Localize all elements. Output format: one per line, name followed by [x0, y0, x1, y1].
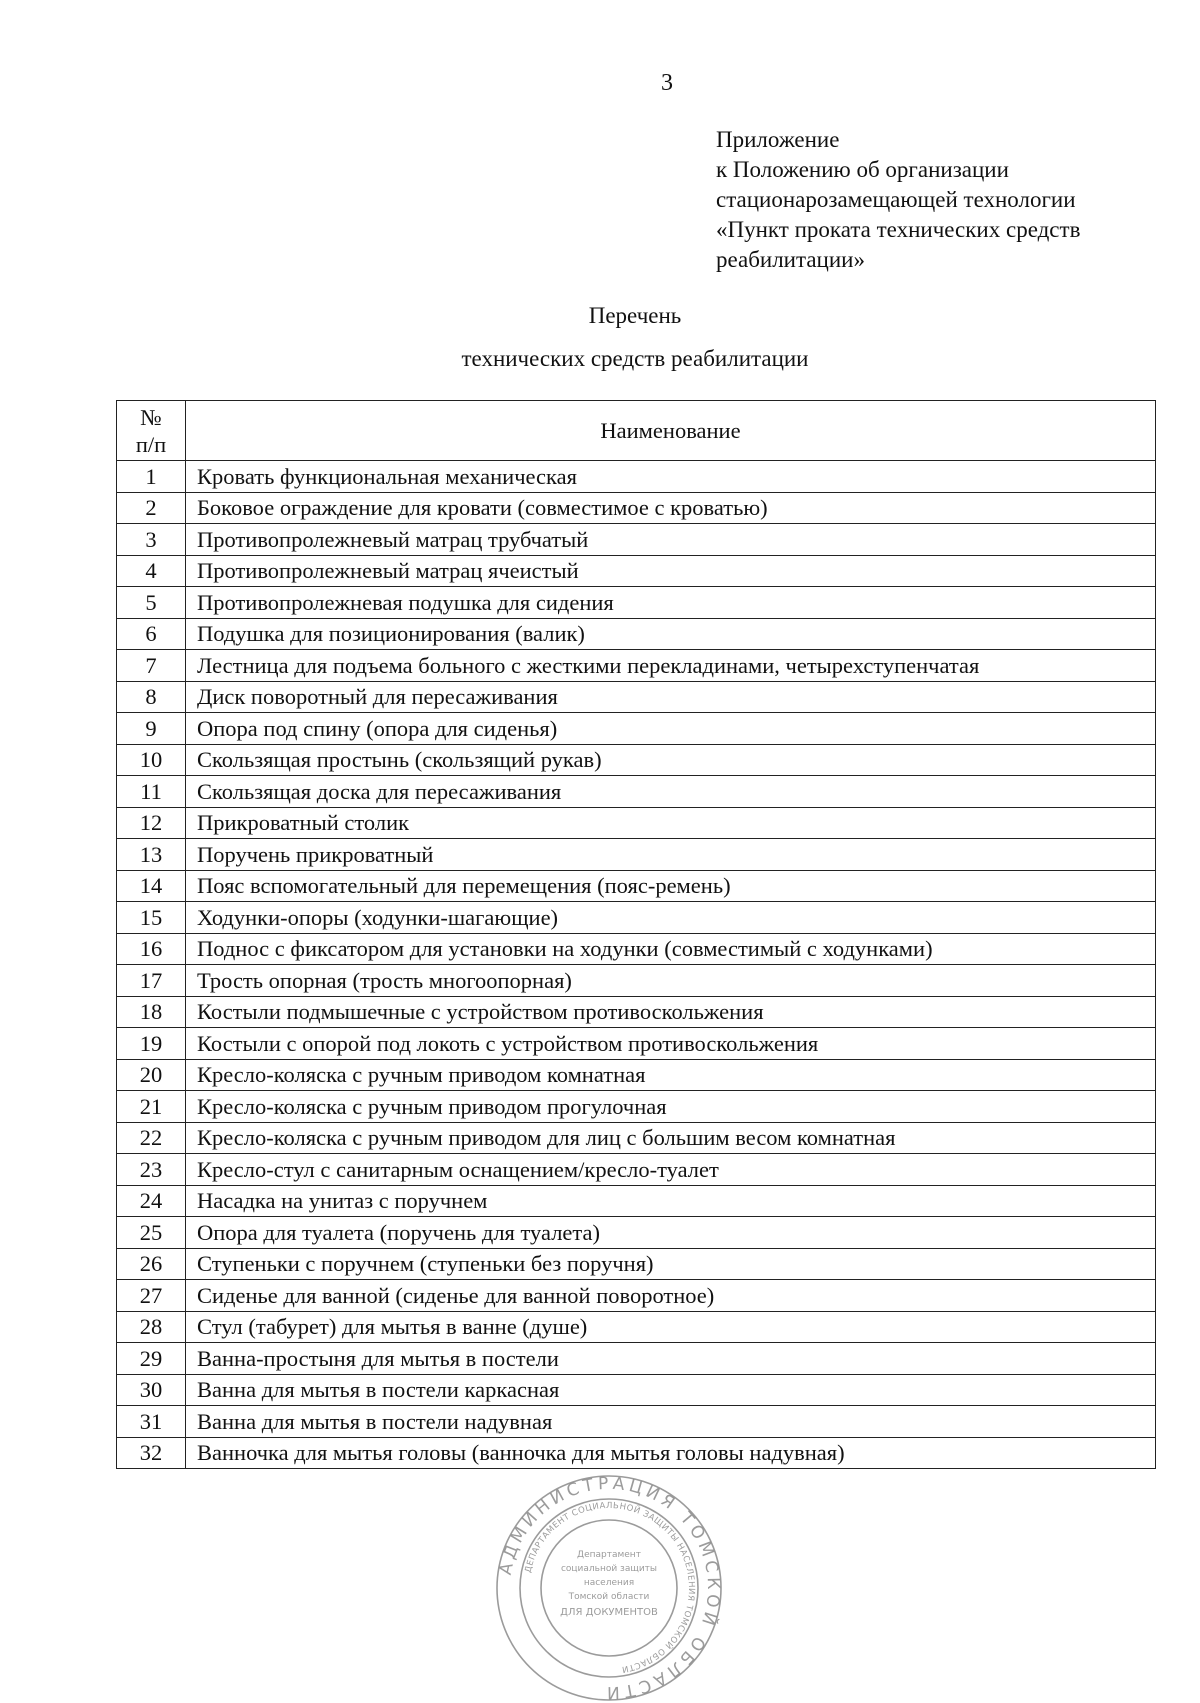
row-name: Скользящая доска для пересаживания: [186, 776, 1156, 808]
row-name: Поручень прикроватный: [186, 839, 1156, 871]
row-number: 20: [117, 1059, 186, 1091]
row-number: 9: [117, 713, 186, 745]
header-name: Наименование: [186, 401, 1156, 461]
row-name: Кресло-стул с санитарным оснащением/кресло-туалет: [186, 1154, 1156, 1186]
stamp-outer-text: АДМИНИСТРАЦИЯ ТОМСКОЙ ОБЛАСТИ: [495, 1473, 724, 1703]
row-number: 17: [117, 965, 186, 997]
row-number: 18: [117, 996, 186, 1028]
row-name: Опора для туалета (поручень для туалета): [186, 1217, 1156, 1249]
row-number: 27: [117, 1280, 186, 1312]
table-row: [117, 902, 1156, 934]
row-name: Костыли с опорой под локоть с устройством противоскольжения: [186, 1028, 1156, 1060]
table-row: [117, 524, 1156, 556]
row-number: 5: [117, 587, 186, 619]
row-number: 13: [117, 839, 186, 871]
table-row: [117, 1091, 1156, 1123]
table-row: [117, 965, 1156, 997]
row-number: 6: [117, 618, 186, 650]
stamp-center-line: Департамент: [577, 1550, 641, 1560]
row-number: 12: [117, 807, 186, 839]
table-row: [117, 807, 1156, 839]
row-number: 26: [117, 1248, 186, 1280]
table-row: [117, 1343, 1156, 1375]
table-row: [117, 1059, 1156, 1091]
row-name: Боковое ограждение для кровати (совместимое с кроватью): [186, 492, 1156, 524]
row-number: 29: [117, 1343, 186, 1375]
table-row: [117, 1248, 1156, 1280]
row-number: 31: [117, 1406, 186, 1438]
appendix-line: к Положению об организации: [716, 157, 1009, 182]
row-number: 3: [117, 524, 186, 556]
row-number: 8: [117, 681, 186, 713]
row-number: 7: [117, 650, 186, 682]
official-seal-stamp: [494, 1473, 724, 1703]
row-number: 30: [117, 1374, 186, 1406]
header-number-symbol: №: [140, 404, 162, 430]
table-row: [117, 1406, 1156, 1438]
row-number: 4: [117, 555, 186, 587]
header-number: [117, 401, 186, 461]
table-row: [117, 1374, 1156, 1406]
table-row: [117, 618, 1156, 650]
row-name: Костыли подмышечные с устройством противоскольжения: [186, 996, 1156, 1028]
table-row: [117, 555, 1156, 587]
row-name: Кресло-коляска с ручным приводом для лиц с большим весом комнатная: [186, 1122, 1156, 1154]
row-name: Ванна для мытья в постели каркасная: [186, 1374, 1156, 1406]
row-name: Подушка для позиционирования (валик): [186, 618, 1156, 650]
row-name: Опора под спину (опора для сиденья): [186, 713, 1156, 745]
items-table: [116, 400, 1156, 1469]
row-name: Насадка на унитаз с поручнем: [186, 1185, 1156, 1217]
row-name: Сиденье для ванной (сиденье для ванной поворотное): [186, 1280, 1156, 1312]
page-number: 3: [661, 70, 673, 96]
table-row: [117, 1437, 1156, 1469]
table-row: [117, 1154, 1156, 1186]
row-name: Противопролежневый матрац трубчатый: [186, 524, 1156, 556]
appendix-header: [716, 125, 1186, 275]
appendix-line: «Пункт проката технических средств: [716, 217, 1081, 242]
row-name: Кресло-коляска с ручным приводом прогулочная: [186, 1091, 1156, 1123]
table-row: [117, 870, 1156, 902]
row-number: 19: [117, 1028, 186, 1060]
row-number: 28: [117, 1311, 186, 1343]
row-name: Ступеньки с поручнем (ступеньки без поручня): [186, 1248, 1156, 1280]
header-number-abbr: п/п: [135, 431, 167, 457]
row-number: 11: [117, 776, 186, 808]
document-title: Перечень: [588, 303, 682, 328]
row-number: 24: [117, 1185, 186, 1217]
row-number: 23: [117, 1154, 186, 1186]
table-row: [117, 839, 1156, 871]
table-row: [117, 713, 1156, 745]
table-row: [117, 1028, 1156, 1060]
appendix-line: реабилитации»: [716, 247, 865, 272]
table-row: [117, 587, 1156, 619]
table-row: [117, 681, 1156, 713]
table-header-row: [117, 401, 1156, 461]
row-number: 15: [117, 902, 186, 934]
table-row: [117, 1280, 1156, 1312]
row-name: Ходунки-опоры (ходунки-шагающие): [186, 902, 1156, 934]
row-name: Трость опорная (трость многоопорная): [186, 965, 1156, 997]
row-name: Кровать функциональная механическая: [186, 461, 1156, 493]
table-row: [117, 650, 1156, 682]
stamp-center-line: Томской области: [568, 1592, 650, 1602]
table-row: [117, 1217, 1156, 1249]
row-number: 1: [117, 461, 186, 493]
row-name: Скользящая простынь (скользящий рукав): [186, 744, 1156, 776]
row-name: Противопролежневая подушка для сидения: [186, 587, 1156, 619]
row-number: 25: [117, 1217, 186, 1249]
row-number: 21: [117, 1091, 186, 1123]
row-name: Кресло-коляска с ручным приводом комнатная: [186, 1059, 1156, 1091]
row-number: 22: [117, 1122, 186, 1154]
row-name: Ванночка для мытья головы (ванночка для мытья головы надувная): [186, 1437, 1156, 1469]
table-row: [117, 1122, 1156, 1154]
table-row: [117, 744, 1156, 776]
row-number: 16: [117, 933, 186, 965]
row-name: Пояс вспомогательный для перемещения (пояс-ремень): [186, 870, 1156, 902]
document-subtitle: технических средств реабилитации: [461, 346, 809, 371]
row-name: Прикроватный столик: [186, 807, 1156, 839]
table-row: [117, 933, 1156, 965]
row-name: Ванна-простыня для мытья в постели: [186, 1343, 1156, 1375]
row-name: Лестница для подъема больного с жесткими перекладинами, четырехступенчатая: [186, 650, 1156, 682]
table-row: [117, 1185, 1156, 1217]
row-number: 14: [117, 870, 186, 902]
table-row: [117, 461, 1156, 493]
stamp-center-line: социальной защиты: [560, 1564, 658, 1574]
table-row: [117, 492, 1156, 524]
row-number: 32: [117, 1437, 186, 1469]
row-number: 10: [117, 744, 186, 776]
table-row: [117, 996, 1156, 1028]
table-body: [117, 461, 1156, 1469]
row-name: Ванна для мытья в постели надувная: [186, 1406, 1156, 1438]
row-name: Противопролежневый матрац ячеистый: [186, 555, 1156, 587]
stamp-center-line: населения: [583, 1578, 635, 1588]
row-name: Диск поворотный для пересаживания: [186, 681, 1156, 713]
stamp-center-line: ДЛЯ ДОКУМЕНТОВ: [560, 1607, 658, 1618]
row-number: 2: [117, 492, 186, 524]
appendix-line: стационарозамещающей технологии: [716, 187, 1076, 212]
table-row: [117, 776, 1156, 808]
stamp-ring-text: ДЕПАРТАМЕНТ СОЦИАЛЬНОЙ ЗАЩИТЫ НАСЕЛЕНИЯ ТОМСКОЙ ОБЛАСТИ: [523, 1500, 697, 1675]
row-name: Поднос с фиксатором для установки на ходунки (совместимый с ходунками): [186, 933, 1156, 965]
appendix-line: Приложение: [716, 127, 840, 152]
row-name: Стул (табурет) для мытья в ванне (душе): [186, 1311, 1156, 1343]
table-row: [117, 1311, 1156, 1343]
